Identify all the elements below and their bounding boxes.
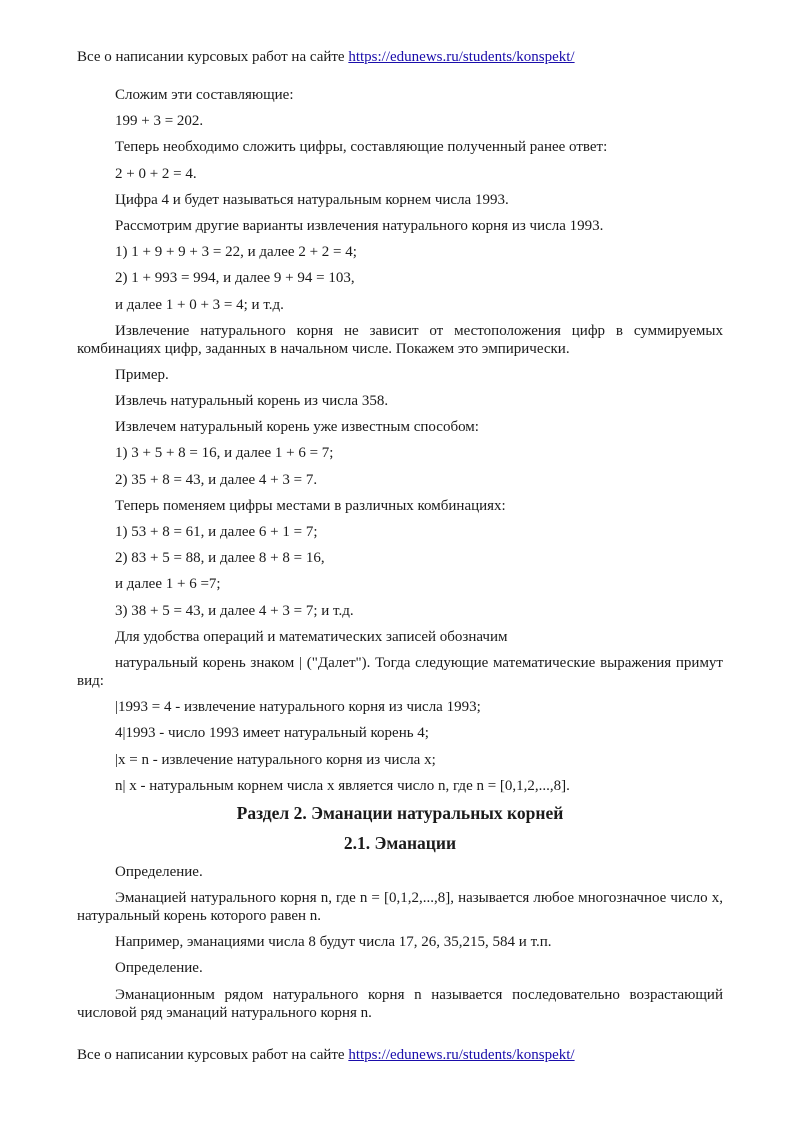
section-title: Раздел 2. Эманации натуральных корней <box>236 802 564 823</box>
paragraph: 2) 1 + 993 = 994, и далее 9 + 94 = 103, <box>115 270 355 287</box>
subsection-title: 2.1. Эманации <box>343 832 457 853</box>
paragraph: Например, эманациями числа 8 будут числа 17, 26, 35,215, 584 и т.п. <box>115 934 552 951</box>
paragraph: Для удобства операций и математических записей обозначим <box>115 628 508 645</box>
paragraph: 2) 83 + 5 = 88, и далее 8 + 8 = 16, <box>115 550 325 567</box>
paragraph: 3) 38 + 5 = 43, и далее 4 + 3 = 7; и т.д. <box>115 602 354 619</box>
paragraph: 2 + 0 + 2 = 4. <box>115 165 197 182</box>
paragraph-block-a <box>77 86 723 795</box>
paragraph: Извлечь натуральный корень из числа 358. <box>115 393 389 410</box>
paragraph-block-b <box>77 863 723 1022</box>
paragraph: Цифра 4 и будет называться натуральным корнем числа 1993. <box>115 191 509 208</box>
paragraph: Извлечение натурального корня не зависит от местоположения цифр в суммируемых комбинациях цифр, заданных в начальном числе. Покажем это эмпирически. <box>77 322 723 357</box>
paragraph: и далее 1 + 6 =7; <box>115 576 221 593</box>
paragraph: 199 + 3 = 202. <box>115 113 204 130</box>
paragraph: Рассмотрим другие варианты извлечения натурального корня из числа 1993. <box>115 217 604 234</box>
paragraph: Определение. <box>115 960 203 977</box>
paragraph: Теперь необходимо сложить цифры, составляющие полученный ранее ответ: <box>115 139 608 156</box>
paragraph: Теперь поменяем цифры местами в различных комбинациях: <box>115 497 506 514</box>
footer-text: Все о написании курсовых работ на сайте <box>77 1047 349 1063</box>
paragraph: 1) 53 + 8 = 61, и далее 6 + 1 = 7; <box>115 524 318 540</box>
paragraph: Извлечем натуральный корень уже известным способом: <box>115 419 479 436</box>
paragraph: Эманацией натурального корня n, где n = [0,1,2,...,8], называется любое многозначное число x, натуральный корень которого равен n. <box>77 890 723 925</box>
page-header <box>77 48 575 66</box>
paragraph: |x = n - извлечение натурального корня из числа x; <box>115 751 436 768</box>
document-body <box>77 86 723 1030</box>
paragraph: натуральный корень знаком | ("Далет"). Тогда следующие математические выражения примут вид: <box>77 654 723 689</box>
paragraph: Определение. <box>115 863 203 880</box>
paragraph: и далее 1 + 0 + 3 = 4; и т.д. <box>115 296 284 313</box>
paragraph: 1) 3 + 5 + 8 = 16, и далее 1 + 6 = 7; <box>115 445 334 462</box>
paragraph: Эманационным рядом натурального корня n называется последовательно возрастающий числовой ряд эманаций натурального корня n. <box>77 986 723 1021</box>
paragraph: 2) 35 + 8 = 43, и далее 4 + 3 = 7. <box>115 471 318 488</box>
paragraph: Пример. <box>115 366 169 383</box>
header-text: Все о написании курсовых работ на сайте <box>77 49 349 65</box>
header-link[interactable]: https://edunews.ru/students/konspekt/ <box>348 49 575 65</box>
paragraph: 1) 1 + 9 + 9 + 3 = 22, и далее 2 + 2 = 4; <box>115 244 357 261</box>
paragraph: Сложим эти составляющие: <box>115 87 294 103</box>
paragraph: |1993 = 4 - извлечение натурального корня из числа 1993; <box>115 699 481 716</box>
page-footer <box>77 1046 575 1064</box>
paragraph: 4|1993 - число 1993 имеет натуральный корень 4; <box>115 725 429 742</box>
footer-link[interactable]: https://edunews.ru/students/konspekt/ <box>348 1047 575 1063</box>
paragraph: n| x - натуральным корнем числа x является число n, где n = [0,1,2,...,8]. <box>115 777 570 794</box>
